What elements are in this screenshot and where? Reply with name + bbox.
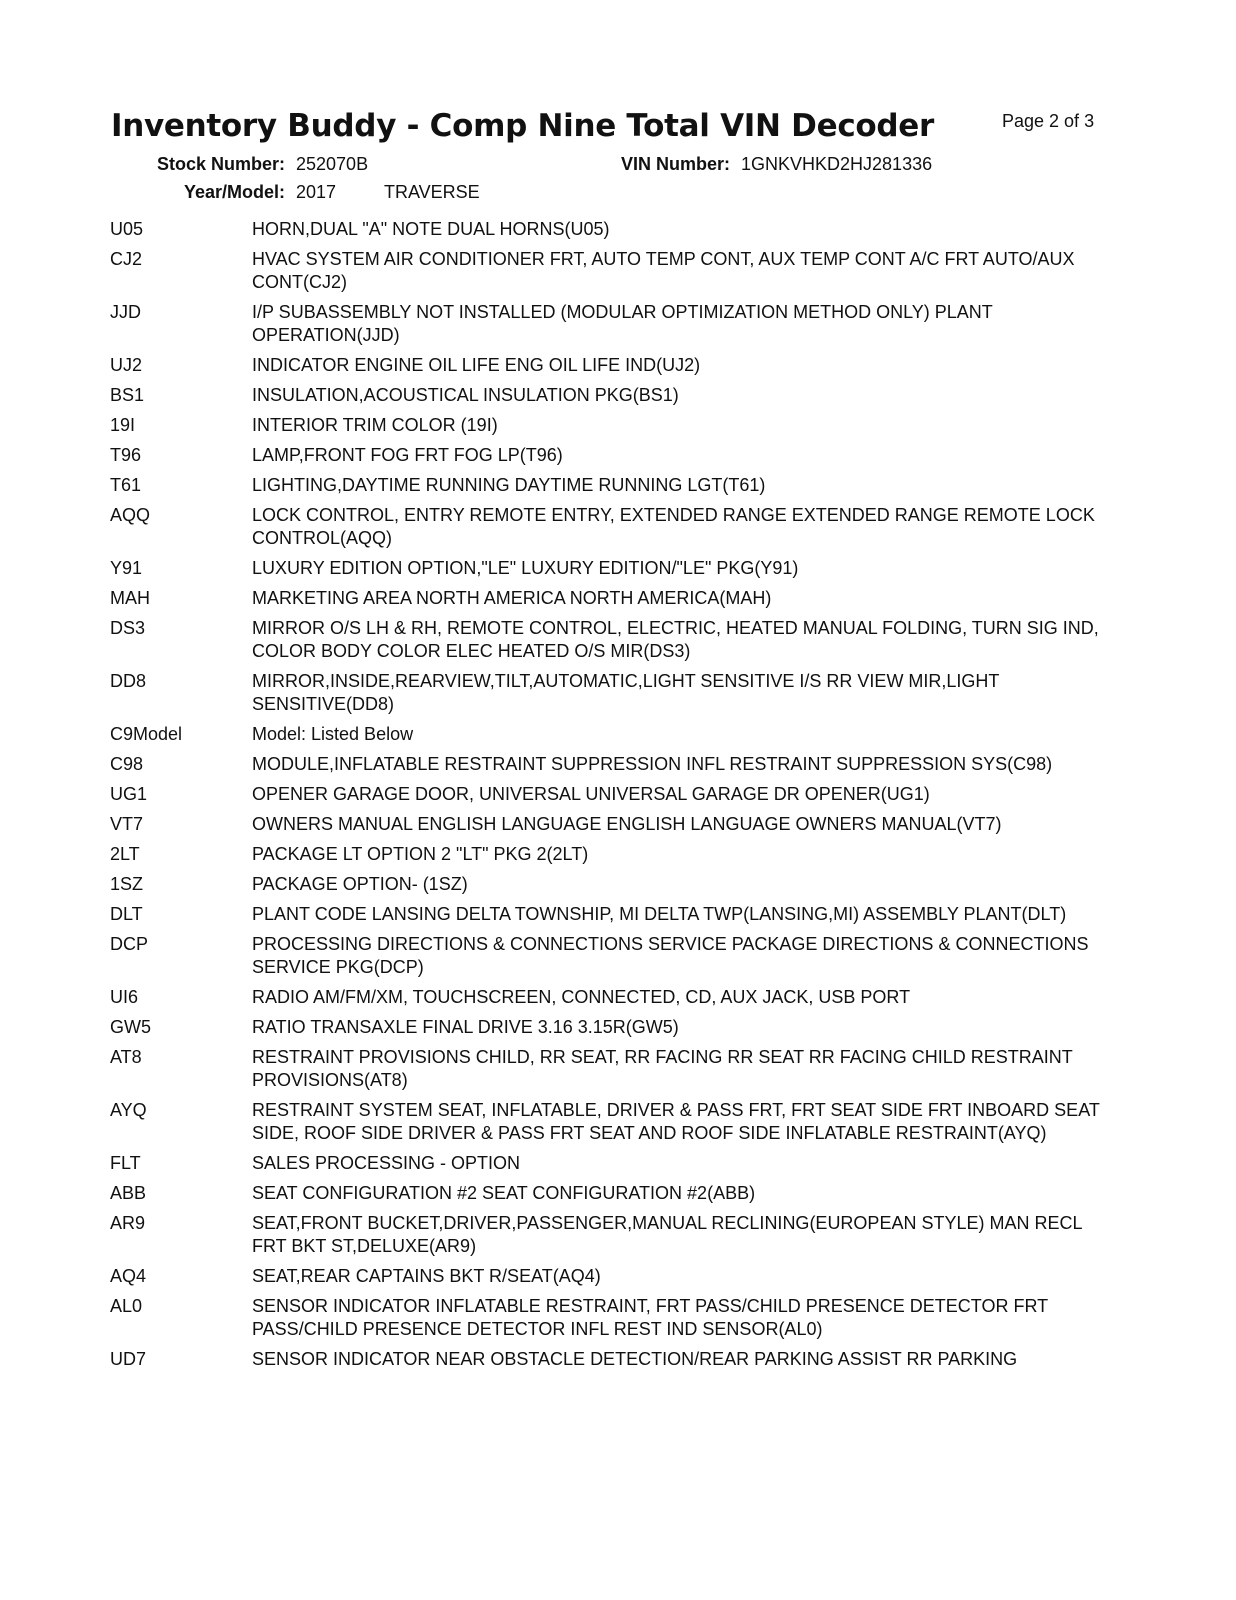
option-code-row [110,617,1120,663]
option-code-row [110,843,1120,866]
option-description: MARKETING AREA NORTH AMERICA NORTH AMERICA(MAH) [252,588,772,608]
stock-number-value: 252070B [296,154,369,174]
option-code-row [110,1182,1120,1205]
option-code-row [110,248,1120,294]
option-description: OPENER GARAGE DOOR, UNIVERSAL UNIVERSAL GARAGE DR OPENER(UG1) [252,784,930,804]
option-code-row [110,986,1120,1009]
year-model-label: Year/Model: [183,182,285,202]
option-code: 19I [110,415,136,435]
option-code-row [110,474,1120,497]
option-description: OWNERS MANUAL ENGLISH LANGUAGE ENGLISH LANGUAGE OWNERS MANUAL(VT7) [252,814,1002,834]
option-description: SALES PROCESSING - OPTION [252,1153,521,1173]
option-code: DLT [110,904,143,924]
year-value: 2017 [296,182,337,202]
option-description: I/P SUBASSEMBLY NOT INSTALLED (MODULAR OPTIMIZATION METHOD ONLY) PLANT OPERATION(JJD) [252,302,993,345]
stock-number-label: Stock Number: [156,154,285,174]
option-code: U05 [110,219,144,239]
option-code-row [110,414,1120,437]
option-code-row [110,933,1120,979]
option-code-row [110,1212,1120,1258]
option-code: C98 [110,754,144,774]
option-code: MAH [110,588,150,608]
option-code-row [110,783,1120,806]
option-code-row [110,723,1120,746]
option-code: AQ4 [110,1266,147,1286]
option-code: UJ2 [110,355,143,375]
option-description: SEAT CONFIGURATION #2 SEAT CONFIGURATION #2(ABB) [252,1183,756,1203]
option-code: T61 [110,475,142,495]
option-code: 1SZ [110,874,144,894]
option-code: ABB [110,1183,147,1203]
option-description: PACKAGE LT OPTION 2 "LT" PKG 2(2LT) [252,844,589,864]
option-code-row [110,1295,1120,1341]
option-description: MIRROR O/S LH & RH, REMOTE CONTROL, ELECTRIC, HEATED MANUAL FOLDING, TURN SIG IND, COLOR BODY COLOR ELEC HEATED O/S MIR(DS3) [252,618,1099,661]
option-code-row [110,1099,1120,1145]
option-code: GW5 [110,1017,152,1037]
option-description: PACKAGE OPTION- (1SZ) [252,874,468,894]
option-code: FLT [110,1153,141,1173]
option-code-row [110,670,1120,716]
option-code-row [110,587,1120,610]
page-number: Page 2 of 3 [1002,111,1095,131]
option-description: LAMP,FRONT FOG FRT FOG LP(T96) [252,445,563,465]
option-code-row [110,504,1120,550]
option-description: RESTRAINT PROVISIONS CHILD, RR SEAT, RR FACING RR SEAT RR FACING CHILD RESTRAINT PROVISIONS(AT8) [252,1047,1073,1090]
model-value: TRAVERSE [384,182,480,202]
option-description: MODULE,INFLATABLE RESTRAINT SUPPRESSION INFL RESTRAINT SUPPRESSION SYS(C98) [252,754,1053,774]
option-description: SENSOR INDICATOR INFLATABLE RESTRAINT, FRT PASS/CHILD PRESENCE DETECTOR FRT PASS/CHILD PRESENCE DETECTOR INFL REST IND SENSOR(AL0) [252,1296,1048,1339]
option-code-row [110,1152,1120,1175]
option-code: AR9 [110,1213,146,1233]
option-code: AQQ [110,505,151,525]
option-description: SEAT,REAR CAPTAINS BKT R/SEAT(AQ4) [252,1266,601,1286]
option-code: JJD [110,302,141,322]
option-code: 2LT [110,844,140,864]
option-code: Y91 [110,558,143,578]
option-description: INTERIOR TRIM COLOR (19I) [252,415,498,435]
option-code-row [110,218,1120,241]
option-description: LOCK CONTROL, ENTRY REMOTE ENTRY, EXTENDED RANGE EXTENDED RANGE REMOTE LOCK CONTROL(AQQ) [252,505,1095,548]
option-code-row [110,444,1120,467]
option-description: LIGHTING,DAYTIME RUNNING DAYTIME RUNNING LGT(T61) [252,475,766,495]
option-description: RADIO AM/FM/XM, TOUCHSCREEN, CONNECTED, CD, AUX JACK, USB PORT [252,987,911,1007]
option-code-row [110,1046,1120,1092]
option-code: UD7 [110,1349,147,1369]
option-code-row [110,1016,1120,1039]
option-description: Model: Listed Below [252,724,414,744]
option-description: HORN,DUAL "A" NOTE DUAL HORNS(U05) [252,219,610,239]
option-code: T96 [110,445,142,465]
option-description: PLANT CODE LANSING DELTA TOWNSHIP, MI DELTA TWP(LANSING,MI) ASSEMBLY PLANT(DLT) [252,904,1067,924]
option-description: LUXURY EDITION OPTION,"LE" LUXURY EDITION/"LE" PKG(Y91) [252,558,799,578]
option-code: BS1 [110,385,145,405]
option-description: RESTRAINT SYSTEM SEAT, INFLATABLE, DRIVER & PASS FRT, FRT SEAT SIDE FRT INBOARD SEAT SIDE, ROOF SIDE DRIVER & PASS FRT SEAT AND ROOF SIDE INFLATABLE RESTRAINT(AYQ) [252,1100,1100,1143]
option-code-row [110,903,1120,926]
option-description: RATIO TRANSAXLE FINAL DRIVE 3.16 3.15R(GW5) [252,1017,679,1037]
option-description: PROCESSING DIRECTIONS & CONNECTIONS SERVICE PACKAGE DIRECTIONS & CONNECTIONS SERVICE PKG(DCP) [252,934,1089,977]
option-code-row [110,354,1120,377]
option-code: VT7 [110,814,144,834]
option-code: CJ2 [110,249,143,269]
document-title: Inventory Buddy - Comp Nine Total VIN Decoder [111,108,935,144]
option-code: AYQ [110,1100,147,1120]
option-code-row [110,384,1120,407]
option-code: DCP [110,934,149,954]
vin-number-label: VIN Number: [620,154,730,174]
option-code: UG1 [110,784,148,804]
option-code-row [110,301,1120,347]
option-code-row [110,557,1120,580]
option-description: INSULATION,ACOUSTICAL INSULATION PKG(BS1) [252,385,679,405]
option-description: MIRROR,INSIDE,REARVIEW,TILT,AUTOMATIC,LIGHT SENSITIVE I/S RR VIEW MIR,LIGHT SENSITIVE(DD8) [252,671,1000,714]
option-code-row [110,1265,1120,1288]
vin-number-value: 1GNKVHKD2HJ281336 [741,154,933,174]
option-description: HVAC SYSTEM AIR CONDITIONER FRT, AUTO TEMP CONT, AUX TEMP CONT A/C FRT AUTO/AUX CONT(CJ2) [252,249,1075,292]
option-code: UI6 [110,987,139,1007]
option-description: SENSOR INDICATOR NEAR OBSTACLE DETECTION/REAR PARKING ASSIST RR PARKING [252,1349,1018,1369]
option-code: DD8 [110,671,147,691]
option-code-row [110,753,1120,776]
option-code-list [110,218,1120,1378]
option-code-row [110,1348,1120,1371]
option-code: AT8 [110,1047,142,1067]
option-code: AL0 [110,1296,143,1316]
option-code-row [110,813,1120,836]
option-description: SEAT,FRONT BUCKET,DRIVER,PASSENGER,MANUAL RECLINING(EUROPEAN STYLE) MAN RECL FRT BKT ST,DELUXE(AR9) [252,1213,1082,1256]
option-code: C9Model [110,724,183,744]
option-code-row [110,873,1120,896]
option-code: DS3 [110,618,146,638]
option-description: INDICATOR ENGINE OIL LIFE ENG OIL LIFE IND(UJ2) [252,355,701,375]
